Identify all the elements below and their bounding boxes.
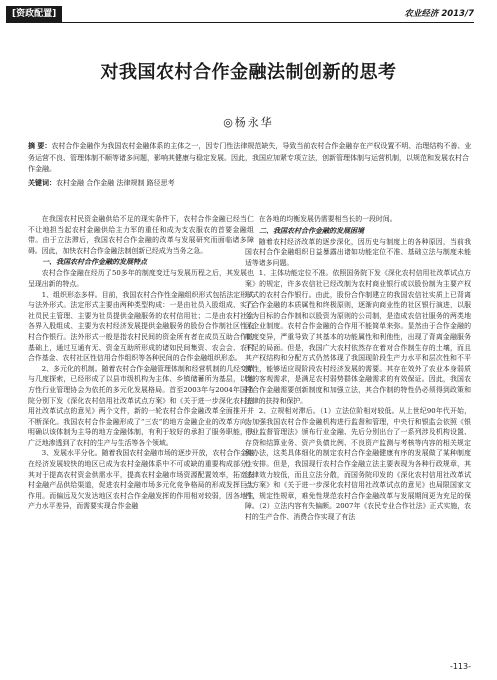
body-paragraph: 1、组织形态多样。目前，我国农村合作性金融组织形式包括法定形式与法外形式。法定形式主要由两种类型构成：一是由社员入股组成、实行社员民主管理、主要为社员提供金融服务的农村信用社；二是由农村社会各界入股组成、主要为农村经济发展提供金融服务的股份合作制社区性农村合作银行。法外形式一般是指农村民间的资金所有者在成员互助合作的基础上，通过互通有无、资金互助所形成的诸如民间集资、农会会、农村合作基金、农村社区性信用合作组织等各种民间的合作金融组织形态。 <box>28 290 254 363</box>
body-paragraph: 3、发展水平分化。随着我国农村金融市场的逐步开放，农村合作金融在经济发展较快的地区已成为农村金融体系中不可或缺的重要构成部分，其对于提高农村资金供需水平，提高农村金融市场资源配置效率，拓宽农村金融产品供给渠道，促进农村金融市场多元化竞争格局的形成发挥巨大作用。而偏远及欠发达地区农村合作金融发挥的作用相对较弱，因各地生产力水平差异，而需要实现合作金融 <box>28 449 254 511</box>
section-heading: 二、我国农村合作金融的发展困境 <box>259 226 364 235</box>
page-number: -113- <box>449 662 471 671</box>
body-paragraph: 随着农村经济改革的逐步深化，因历史与制度上的各种原因，当前我国农村合作金融组织日益暴露出诸如功能定位不准、基础立法与制度未能适等诸多问题。 <box>245 237 471 267</box>
body-paragraph: 1、主体功能定位不准。依照国务院下发《深化农村信用社改革试点方案》的规定，许多农信社已经改制为农村商业银行或以股份制为主要产权形式的农村合作银行。由此，股份合作制建立的我国农信社实质上已背离了合作金融的本质属性和终极原则，逐渐向商业性的社区银行演进，以服务为目标的合作制和以股资为原则的公司制，是造成农信社服务的两类地区企业制度。农村合作金融的合作用不能简单来弥。显然由于合作金融的制度变异，严重导致了其基本的功能属性和利他性，出现了背离金融服务不足的局面。但是，我国广大农村依然存在着对合作制生存的土壤，而且其产权结构和分配方式仍然体现了我国现阶段生产力水平和层次性和不平衡性，能够适应现阶段农村经济发展的需要。其存在效外了农业本身弱质性的客观需求，是满足农村弱势群体金融需求的有效保证。因此，我国农村合作金融需要创新制度和加强立法，其合作制的特性仍必须得到政策和法律的扶持和保护。 <box>245 269 471 405</box>
keywords-text: 农村金融 合作金融 法律规制 路径思考 <box>56 179 175 187</box>
section-tag: [资政配置] <box>6 6 62 22</box>
running-header <box>6 6 474 22</box>
author-name: ◎杨永华 <box>223 116 274 129</box>
keywords-label: 关键词： <box>28 179 56 187</box>
body-paragraph: 在各地的均衡发展仍需要相当长的一段时间。 <box>258 215 397 223</box>
abstract-text: 农村合作金融作为我国农村金融体系的主体之一，因专门性法律规范缺失，导致当前农村合作金融存在产权设置不明、治理结构不善、业务运营不良、管理体制不顺等诸多问题，影响其健康与稳定发展。因此，我国应加紧专项立法，创新管理体制与运营机制，以规范和发展农村合作金融。 <box>28 142 472 173</box>
body-paragraph: 2、多元化的机制。随着农村合作金融管理体制和经营机制的几经变革与几度探索，已经形成了以县市级机构为主体、乡镇储蓄所为基层，以地方性行业管理协会为依托的多元化发展格局。首至2003年与2004年国务院分别下发《深化农村信用社改革试点方案》和《关于进一步深化农村信用社改革试点的意见》两个文件，新的一轮农村合作金融改革全面推开并不断深化。我国农村合作金融形成了“三农”的地方金融企业的改革方向，明确以该体制为主导的地方金融体制，有利于较好的承担了服务职能，扶广泛地渗透到了农村的生产与生活等各个领域。 <box>28 364 254 447</box>
body-paragraph: 2、立规相对滞后。（1）立法位阶相对较低。从上世纪90年代开始，为加强我国农村合作金融机构进行监督和管理，中央行和银监会依照《银行业监督管理法》颁布行业金融、先后分别出台了一系列涉及机构设置、存贷和结算业务、资产负债比例、不良资产监测与考核等内容的相关规定和办法，这类具体细化的制定农村合作金融健康有序的发展做了某种制度性安排。但是，我国现行农村合作金融立法主要表现为各种行政规章，其法律效力较低，而且立法分散，而国务院印发的《深化农村信用社改革试点方案》和《关于进一步深化农村信用社改革试点的意见》也局限国家文件、规定性规章，难免性规范农村合作金融改革与发展期间更为充足的保障。（2）立法内容有失偏颇。2007年《农民专业合作社法》正式实施，农村的生产合作、消费合作实现了有法 <box>245 407 471 522</box>
body-paragraph: 农村合作金融在经历了50多年的制度变迁与发展历程之后，其发展也呈现出新的特点。 <box>28 269 254 288</box>
journal-issue: 农业经济 2013/7 <box>404 9 474 19</box>
header-divider <box>6 22 474 23</box>
body-paragraph: 在我国农村民资金融供给不足的现实条件下，农村合作金融已经当仁不让地担当起农村金融供给主力军的重任和成为支农服农的首要金融组带。由于立法滞后，我国农村合作金融的改革与发展研究而面临诸多障碍。因此，加快农村合作金融法制创新已经成为当务之急。 <box>28 215 254 255</box>
body-column-right <box>245 214 471 664</box>
keywords <box>28 178 472 189</box>
section-heading: 一、我国农村合作金融的发展特点 <box>42 258 147 267</box>
abstract-label: 摘 要： <box>28 142 52 150</box>
abstract <box>28 141 472 176</box>
body-column-left <box>28 214 254 664</box>
article-title: 对我国农村合作金融法制创新的思考 <box>100 62 397 83</box>
